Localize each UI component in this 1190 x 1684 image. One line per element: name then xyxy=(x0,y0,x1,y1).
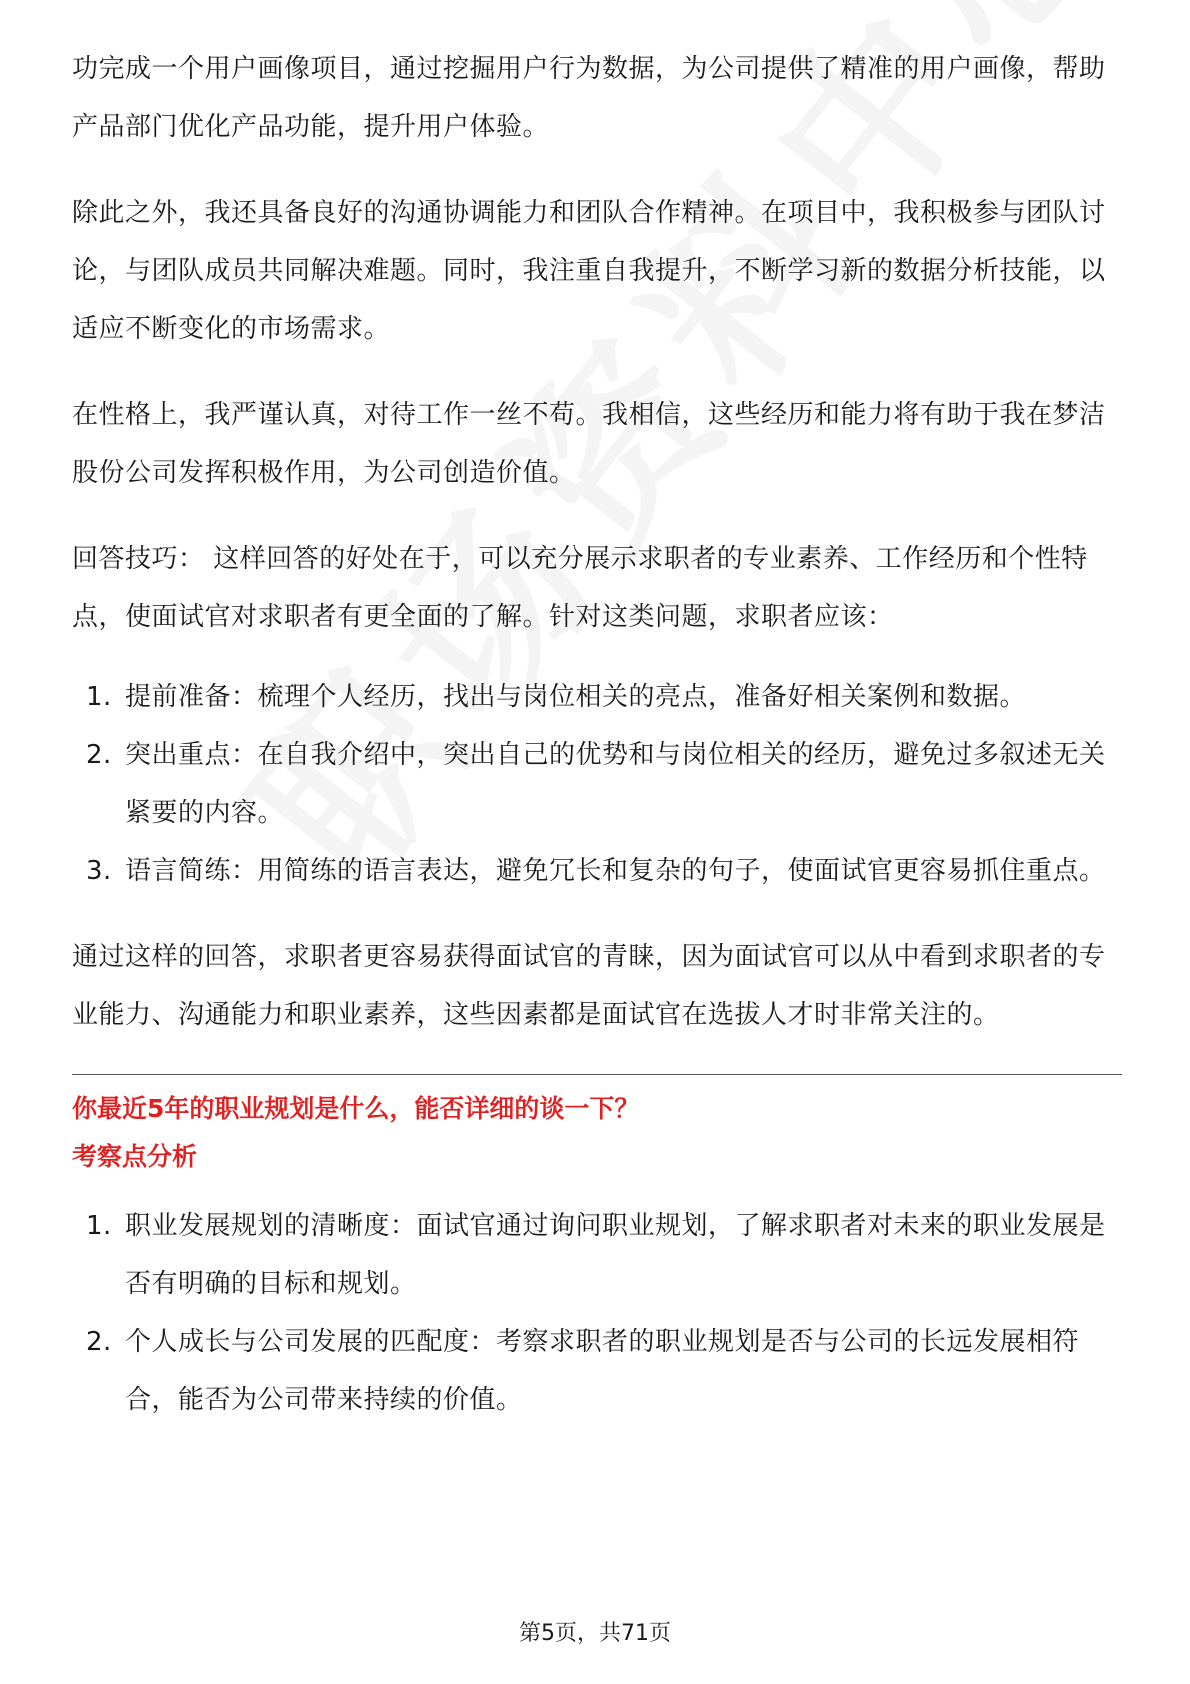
list-item-number: 2. xyxy=(86,740,112,770)
list-item xyxy=(72,1313,1122,1429)
list-item-number: 1. xyxy=(86,1211,112,1241)
list-item-text: 个人成长与公司发展的匹配度：考察求职者的职业规划是否与公司的长远发展相符合，能否为公司带来持续的价值。 xyxy=(125,1327,1080,1415)
paragraph-personality: 在性格上，我严谨认真，对待工作一丝不苟。我相信，这些经历和能力将有助于我在梦洁股份公司发挥积极作用，为公司创造价值。 xyxy=(72,400,1106,488)
page-number-footer: 第5页，共71页 xyxy=(519,1621,671,1646)
document-page xyxy=(72,40,1122,1457)
list-item-number: 3. xyxy=(86,856,112,886)
list-item xyxy=(72,668,1122,726)
analysis-subheading: 考察点分析 xyxy=(72,1142,198,1171)
paragraph-communication: 除此之外，我还具备良好的沟通协调能力和团队合作精神。在项目中，我积极参与团队讨论，与团队成员共同解决难题。同时，我注重自我提升，不断学习新的数据分析技能，以适应不断变化的市场需求。 xyxy=(72,198,1106,344)
paragraph-answer-tips: 回答技巧： 这样回答的好处在于，可以充分展示求职者的专业素养、工作经历和个性特点，使面试官对求职者有更全面的了解。针对这类问题，求职者应该： xyxy=(72,544,1088,632)
list-item-text: 突出重点：在自我介绍中，突出自己的优势和与岗位相关的经历，避免过多叙述无关紧要的内容。 xyxy=(125,740,1106,828)
list-item xyxy=(72,1197,1122,1313)
paragraph-project: 功完成一个用户画像项目，通过挖掘用户行为数据，为公司提供了精准的用户画像，帮助产品部门优化产品功能，提升用户体验。 xyxy=(72,54,1106,142)
list-item-number: 1. xyxy=(86,682,112,712)
list-item-text: 职业发展规划的清晰度：面试官通过询问职业规划，了解求职者对未来的职业发展是否有明确的目标和规划。 xyxy=(125,1211,1106,1299)
tips-list xyxy=(72,668,1122,900)
list-item xyxy=(72,842,1122,900)
list-item-text: 语言简练：用简练的语言表达，避免冗长和复杂的句子，使面试官更容易抓住重点。 xyxy=(125,856,1106,886)
paragraph-conclusion: 通过这样的回答，求职者更容易获得面试官的青睐，因为面试官可以从中看到求职者的专业能力、沟通能力和职业素养，这些因素都是面试官在选拔人才时非常关注的。 xyxy=(72,942,1106,1030)
question-heading: 你最近5年的职业规划是什么，能否详细的谈一下？ xyxy=(72,1094,640,1123)
list-item-text: 提前准备：梳理个人经历，找出与岗位相关的亮点，准备好相关案例和数据。 xyxy=(125,682,1027,712)
list-item xyxy=(72,726,1122,842)
analysis-list xyxy=(72,1197,1122,1429)
list-item-number: 2. xyxy=(86,1327,112,1357)
section-divider xyxy=(72,1074,1122,1075)
